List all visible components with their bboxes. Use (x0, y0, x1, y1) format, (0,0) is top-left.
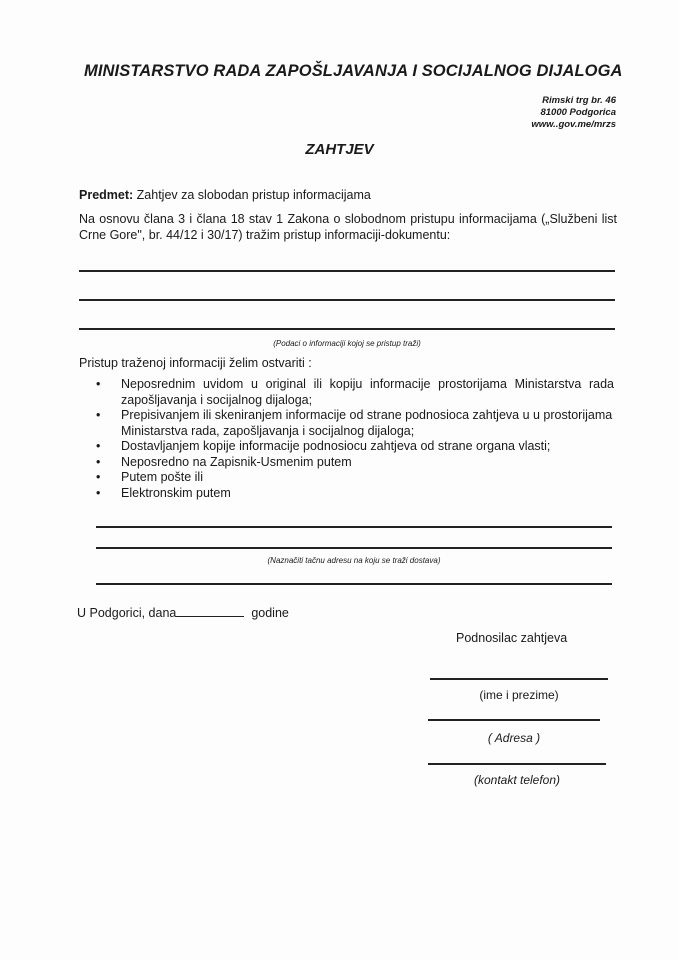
address-city: 81000 Podgorica (540, 107, 616, 118)
access-option: • Elektronskim putem (94, 486, 614, 502)
access-option: • Dostavljanjem kopije informacije podnosiocu zahtjeva od strane organa vlasti; (94, 439, 614, 455)
info-line-3[interactable] (79, 328, 615, 330)
subject-label: Predmet: (79, 188, 134, 202)
date-line (77, 605, 289, 621)
access-option: • Neposredno na Zapisnik-Usmenim putem (94, 455, 614, 471)
address-field-line[interactable] (428, 719, 600, 721)
access-heading: Pristup traženoj informaciji želim ostvariti : (79, 356, 312, 370)
phone-caption: (kontakt telefon) (473, 773, 561, 787)
address-line-1[interactable] (96, 526, 612, 528)
access-option: • Neposrednim uvidom u original ili kopiju informacije prostorijama Ministarstva rada zapošljavanja i socijalnog dijaloga; (94, 377, 614, 408)
info-line-2[interactable] (79, 299, 615, 301)
subject-line (79, 187, 371, 203)
ministry-address (531, 95, 616, 131)
info-caption: (Podaci o informaciji kojoj se pristup traži) (273, 339, 421, 348)
address-line-3[interactable] (96, 583, 612, 585)
info-line-1[interactable] (79, 270, 615, 272)
address-field-caption: ( Adresa ) (487, 731, 541, 745)
ministry-title: MINISTARSTVO RADA ZAPOŠLJAVANJA I SOCIJALNOG DIJALOGA (84, 62, 623, 80)
access-option: • Putem pošte ili (94, 470, 614, 486)
date-field[interactable] (176, 605, 244, 617)
subject-text: Zahtjev za slobodan pristup informacijama (136, 188, 371, 202)
address-street: Rimski trg br. 46 (542, 95, 616, 106)
date-suffix: godine (251, 606, 289, 620)
phone-line[interactable] (428, 763, 606, 765)
address-web: www..gov.me/mrzs (531, 119, 616, 130)
applicant-label: Podnosilac zahtjeva (456, 631, 568, 645)
date-prefix: U Podgorici, dana (77, 606, 177, 620)
intro-text: Na osnovu člana 3 i člana 18 stav 1 Zakona o slobodnom pristupu informacijama („Službeni list Crne Gore", br. 44/12 i 30/17) tražim pristup informaciji-dokumentu: (79, 212, 617, 242)
document-title: ZAHTJEV (305, 141, 374, 158)
access-option: • Prepisivanjem ili skeniranjem informacije od strane podnosioca zahtjeva u u prostorijama Ministarstva rada, zapošljavanja i socijalnog dijaloga; (94, 408, 614, 439)
address-line-2[interactable] (96, 547, 612, 549)
address-caption: (Naznačiti tačnu adresu na koju se traži dostava) (267, 556, 441, 565)
access-options-list (94, 377, 614, 501)
name-line[interactable] (430, 678, 608, 680)
name-caption: (ime i prezime) (479, 688, 559, 702)
